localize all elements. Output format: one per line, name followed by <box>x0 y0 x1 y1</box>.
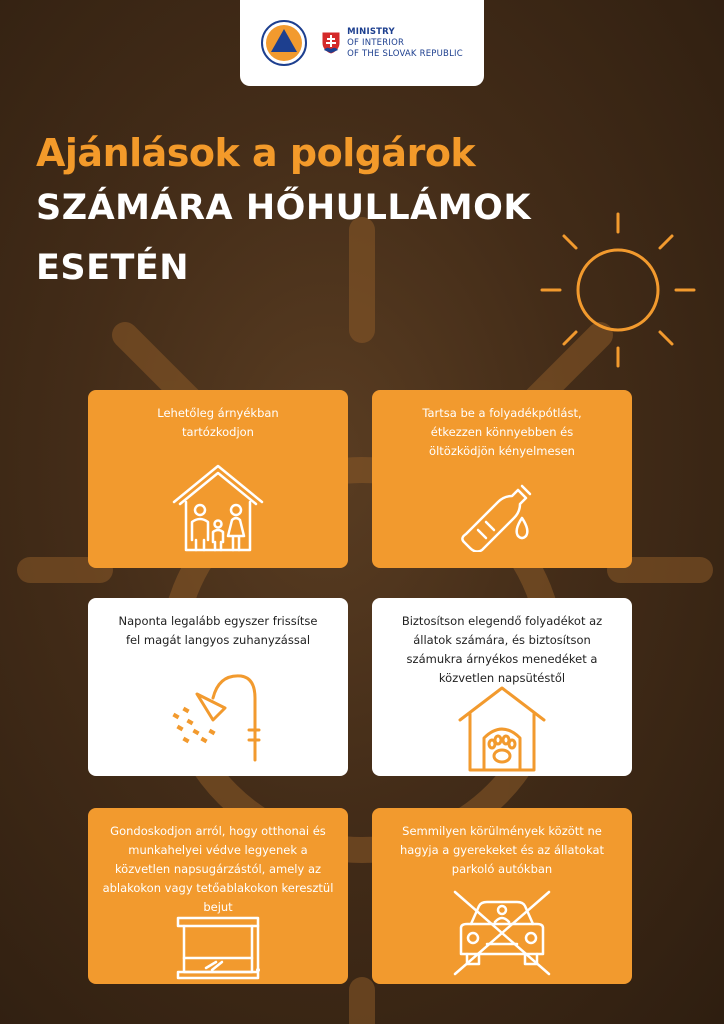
tip-card-car <box>372 808 632 984</box>
water-bottle-icon <box>452 472 552 552</box>
tip-text: Gondoskodjon arról, hogy otthonai és munkahelyei védve legyenek a közvetlen napsugárzástól, amely az ablakokon vagy tetőablakokon keresztül bejut <box>102 824 334 914</box>
tip-card-animals <box>372 598 632 776</box>
tip-text: Semmilyen körülmények között ne hagyja a gyerekeket és az állatokat parkoló autókban <box>399 824 605 876</box>
ministry-logo <box>321 27 463 60</box>
pet-house-icon <box>452 684 552 774</box>
tip-card-shade <box>88 390 348 568</box>
slovak-coat-of-arms-icon <box>321 31 341 55</box>
ministry-line3: OF THE SLOVAK REPUBLIC <box>347 48 463 59</box>
tip-text: Lehetőleg árnyékban tartózkodjon <box>157 406 279 439</box>
title-line3: ESETÉN <box>36 248 190 288</box>
window-blind-icon <box>168 914 268 984</box>
shower-icon <box>163 668 273 768</box>
tip-card-window <box>88 808 348 984</box>
header-logo-bar <box>240 0 484 86</box>
no-car-icon <box>447 888 557 978</box>
civil-protection-logo <box>261 20 307 66</box>
sun-icon <box>536 208 700 372</box>
tip-card-shower <box>88 598 348 776</box>
house-family-icon <box>168 458 268 558</box>
ministry-line2: OF INTERIOR <box>347 37 405 48</box>
title-line1: Ajánlások a polgárok <box>36 131 476 175</box>
tip-card-hydration <box>372 390 632 568</box>
tip-text: Naponta legalább egyszer frissítse fel magát langyos zuhanyzással <box>118 614 318 647</box>
title-line2: SZÁMÁRA HŐHULLÁMOK <box>36 188 531 228</box>
tip-text: Biztosítson elegendő folyadékot az állatok számára, és biztosítson számukra árnyékos menedéket a közvetlen napsütéstől <box>401 614 603 685</box>
tip-text: Tartsa be a folyadékpótlást, étkezzen könnyebben és öltözködjön kényelmesen <box>422 406 582 458</box>
ministry-line1: MINISTRY <box>347 26 395 37</box>
page-title <box>36 128 531 298</box>
